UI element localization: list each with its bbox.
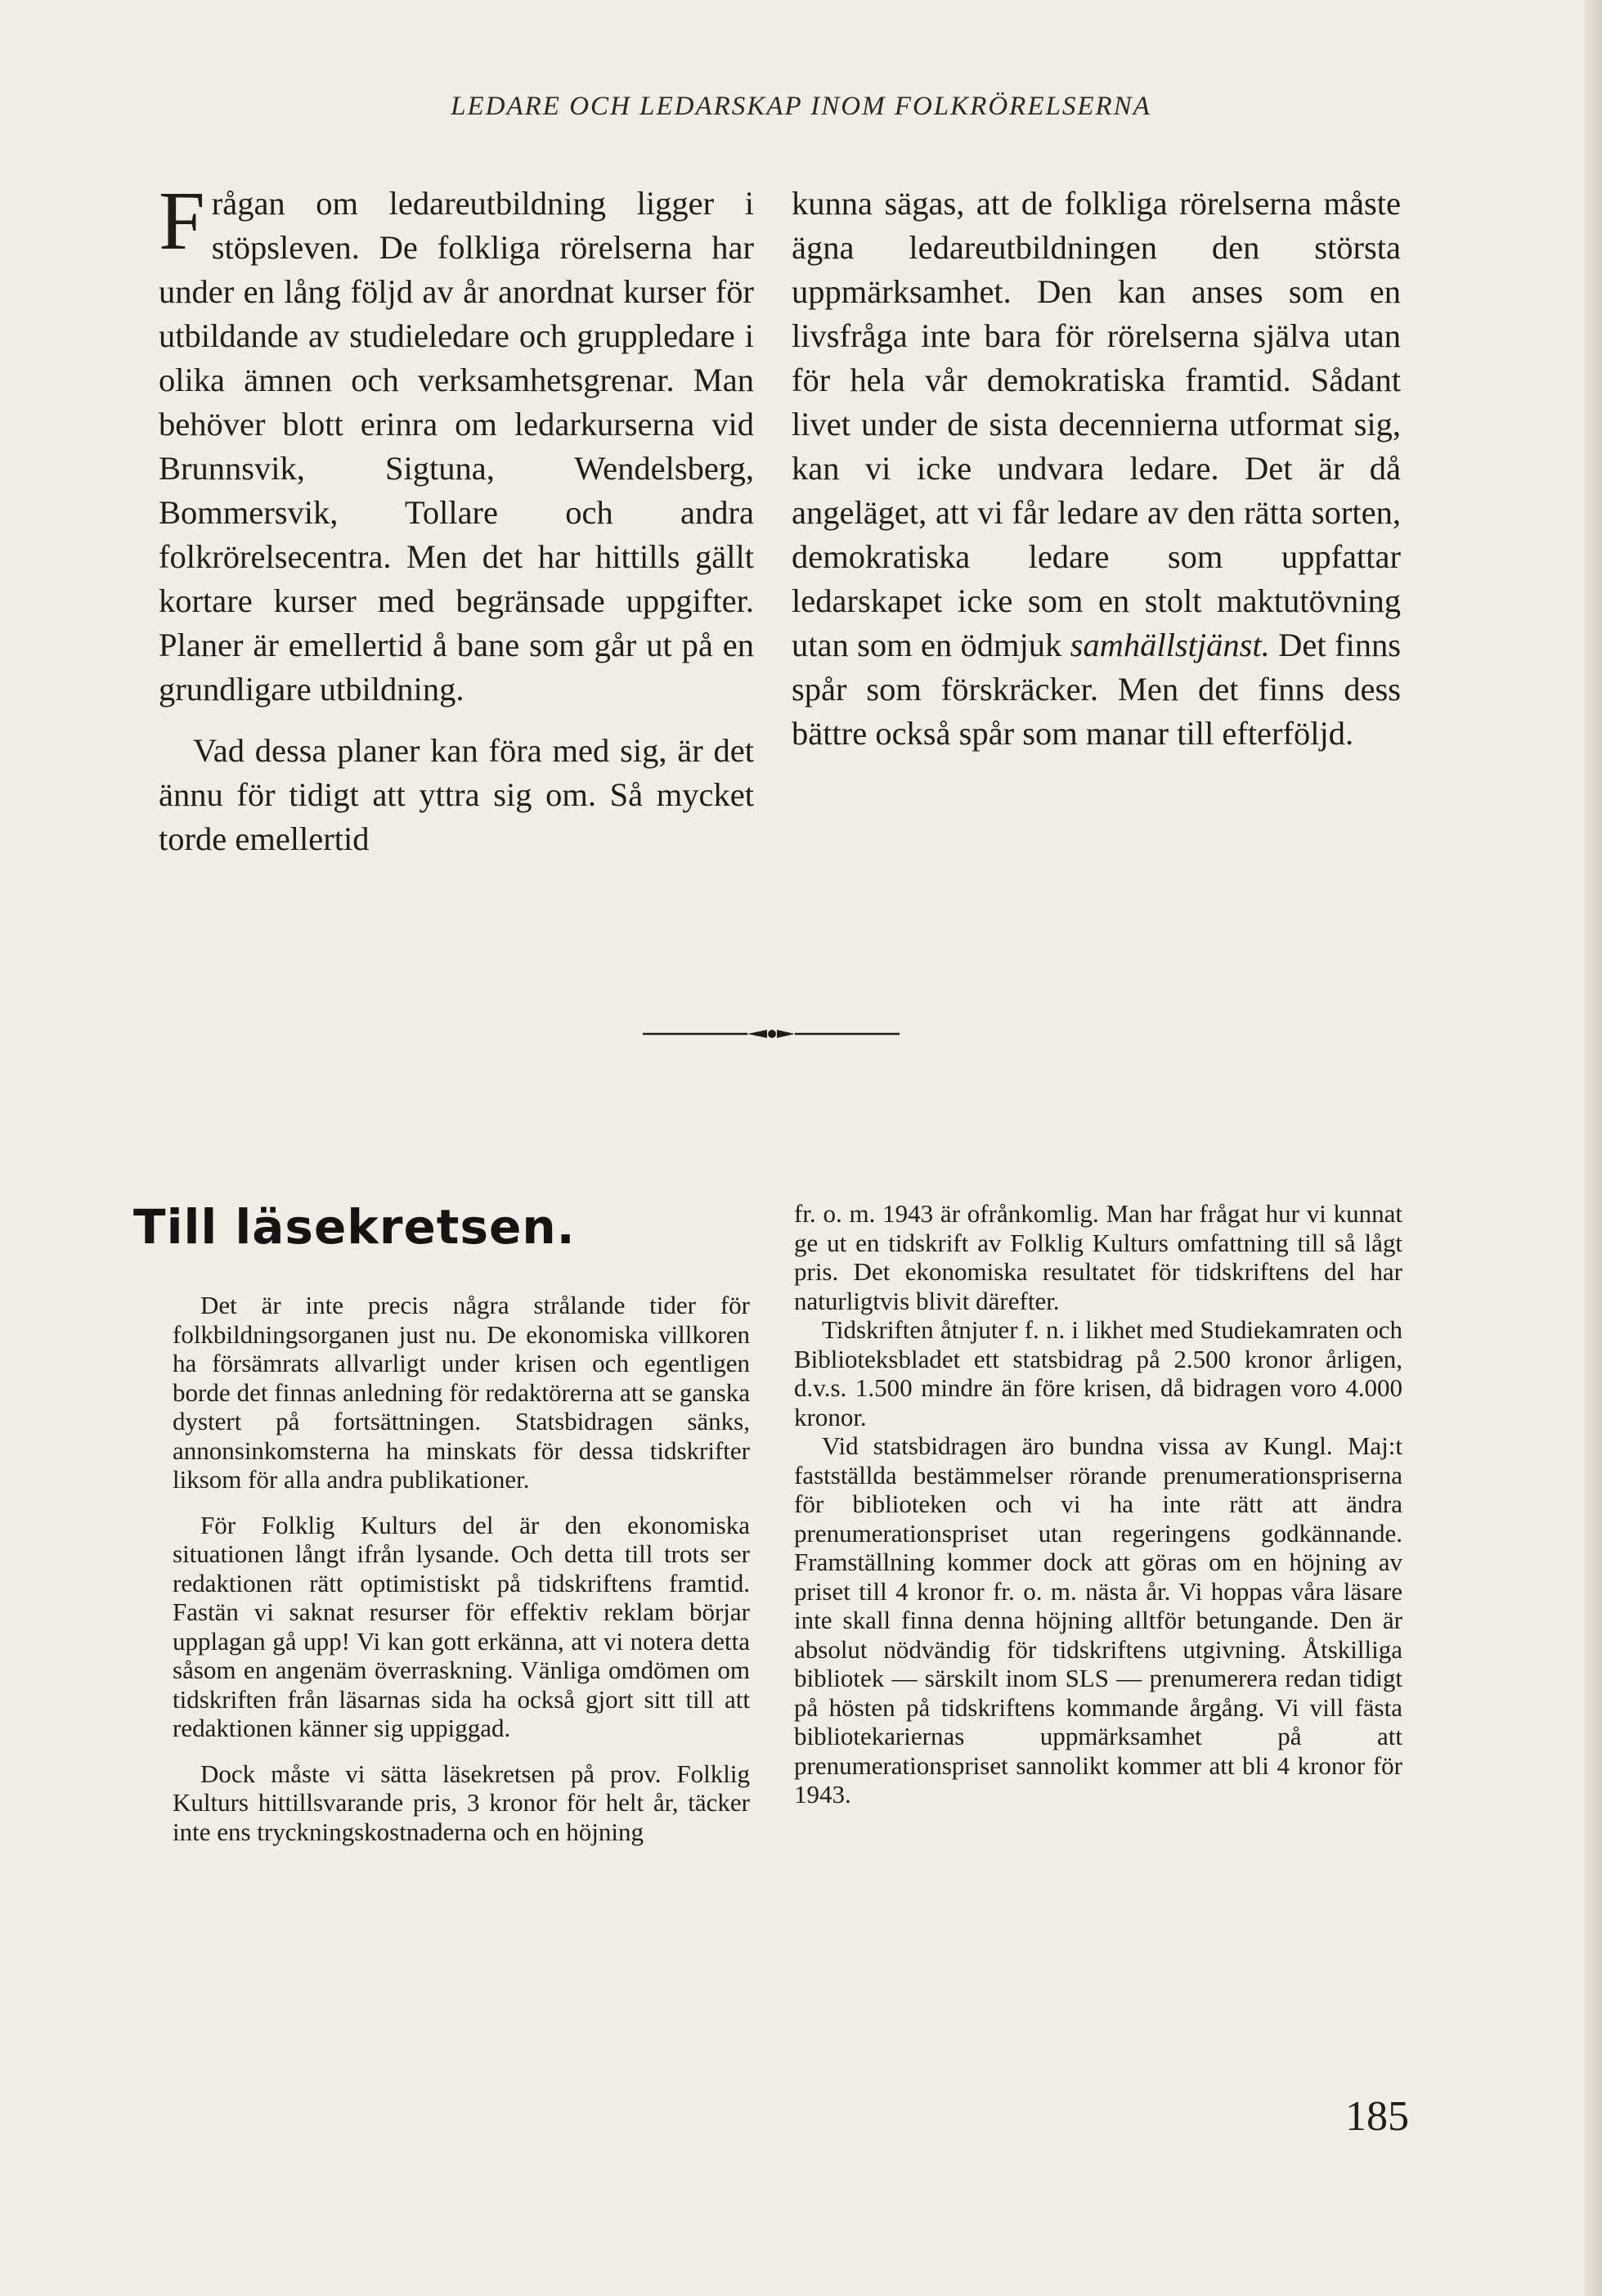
article-top-paragraph-1-text: rågan om ledareutbildning ligger i stöpsleven. De folkliga rörelserna har under en lång följd av år anordnat kurser för utbildande av studieledare och gruppledare i olika ämnen och verksamhetsgrenar. Man behöver blott erinra om ledarkurserna vid Brunnsvik, Sigtuna, Wendelsberg, Bommersvik, Tollare och andra folkrörelsecentra. Men det har hittills gällt kortare kurser med begränsade uppgifter. Planer är emellertid å bane som går ut på en grundligare utbildning. [159, 185, 754, 708]
running-head: LEDARE OCH LEDARSKAP INOM FOLKRÖRELSERNA [451, 92, 1151, 121]
page-edge [1585, 0, 1602, 2296]
article-bottom-paragraph-2: För Folklig Kulturs del är den ekonomiska situationen långt ifrån lysande. Och detta till trots ser redaktionen rätt optimistiskt på tidskriftens framtid. Fastän vi saknat resurser för effektiv reklam börjar upplagan gå upp! Vi kan gott erkänna, att vi notera detta såsom en angenäm överraskning. Vänliga omdömen om tidskriften från läsarnas sida ha också gjort sitt till att redaktionen känner sig uppiggad. [173, 1510, 750, 1742]
drop-cap: F [159, 175, 205, 267]
article-bottom-column-right [794, 1199, 1402, 1809]
article-bottom-paragraph-1: Det är inte precis några strålande tider för folkbildningsorganen just nu. De ekonomiska villkoren ha försämrats allvarligt under krisen och egentligen borde det finnas anledning för redaktörerna att se ganska dystert på fortsättningen. Statsbidragen sänks, annonsinkomsterna ha minskats för dessa tidskrifter liksom för alla andra publikationer. [173, 1291, 750, 1494]
article-bottom-paragraph-5: Vid statsbidragen äro bundna vissa av Kungl. Maj:t fastställda bestämmelser rörande prenumerationspriserna för biblioteken och vi ha inte rätt att ändra prenumerationspriset utan regeringens godkännande. Framställning kommer dock att göras om en höjning av priset till 4 kronor fr. o. m. nästa år. Vi hoppas våra läsare inte skall finna denna höjning alltför betungande. Den är absolut nödvändig för tidskriftens utgivning. Åtskilliga bibliotek — särskilt inom SLS — prenumerera redan tidigt på hösten på tidskriftens kommande årgång. Vi vill fästa bibliotekariernas uppmärksamhet på att prenumerationspriset sannolikt kommer att bli 4 kronor för 1943. [794, 1431, 1402, 1808]
article-bottom-paragraph-4: Tidskriften åtnjuter f. n. i likhet med Studiekamraten och Biblioteksbladet ett statsbidrag på 2.500 kronor årligen, d.v.s. 1.500 mindre än före krisen, då bidragen voro 4.000 kronor. [794, 1315, 1402, 1431]
section-title: Till läsekretsen. [133, 1199, 576, 1255]
article-top-paragraph-2-cont: kunna sägas, att de folkliga rörelserna måste ägna ledareutbildningen den största uppmärksamhet. Den kan anses som en livsfråga inte bara för rörelserna själva utan för hela vår demokratiska framtid. Sådant livet under de sista decennierna utformat sig, kan vi icke undvara ledare. Det är då angeläget, att vi får ledare av den rätta sorten, demokratiska ledare som uppfattar ledarskapet icke som en stolt maktutövning utan som en ödmjuk samhällstjänst. Det finns spår som förskräcker. Men det finns dess bättre också spår som manar till efterföljd. [792, 185, 1401, 752]
article-top-paragraph-2-start: Vad dessa planer kan föra med sig, är det ännu för tidigt att yttra sig om. Så mycket torde emellertid [159, 732, 754, 857]
emphasis-samhallstjanst: samhällstjänst. [1070, 627, 1270, 663]
ornamental-divider [643, 1022, 900, 1045]
article-bottom-column-left [173, 1291, 750, 1846]
article-top-paragraph-1 [159, 175, 754, 712]
article-bottom-paragraph-3-cont: fr. o. m. 1943 är ofrånkomlig. Man har frågat hur vi kunnat ge ut en tidskrift av Folklig Kulturs omfattning till så lågt pris. Det ekonomiska resultatet för tidskriftens del har naturligtvis blivit därefter. [794, 1199, 1402, 1315]
article-top-column-right [792, 182, 1401, 756]
article-top-paragraph-2-end: Det finns spår som förskräcker. Men det finns dess bättre också spår som manar till efterföljd. [792, 627, 1401, 752]
page-number: 185 [1345, 2093, 1409, 2140]
article-top-column-left [159, 175, 754, 861]
article-bottom-paragraph-3: Dock måste vi sätta läsekretsen på prov. Folklig Kulturs hittillsvarande pris, 3 kronor för helt år, täcker inte ens tryckningskostnaderna och en höjning [173, 1759, 750, 1846]
